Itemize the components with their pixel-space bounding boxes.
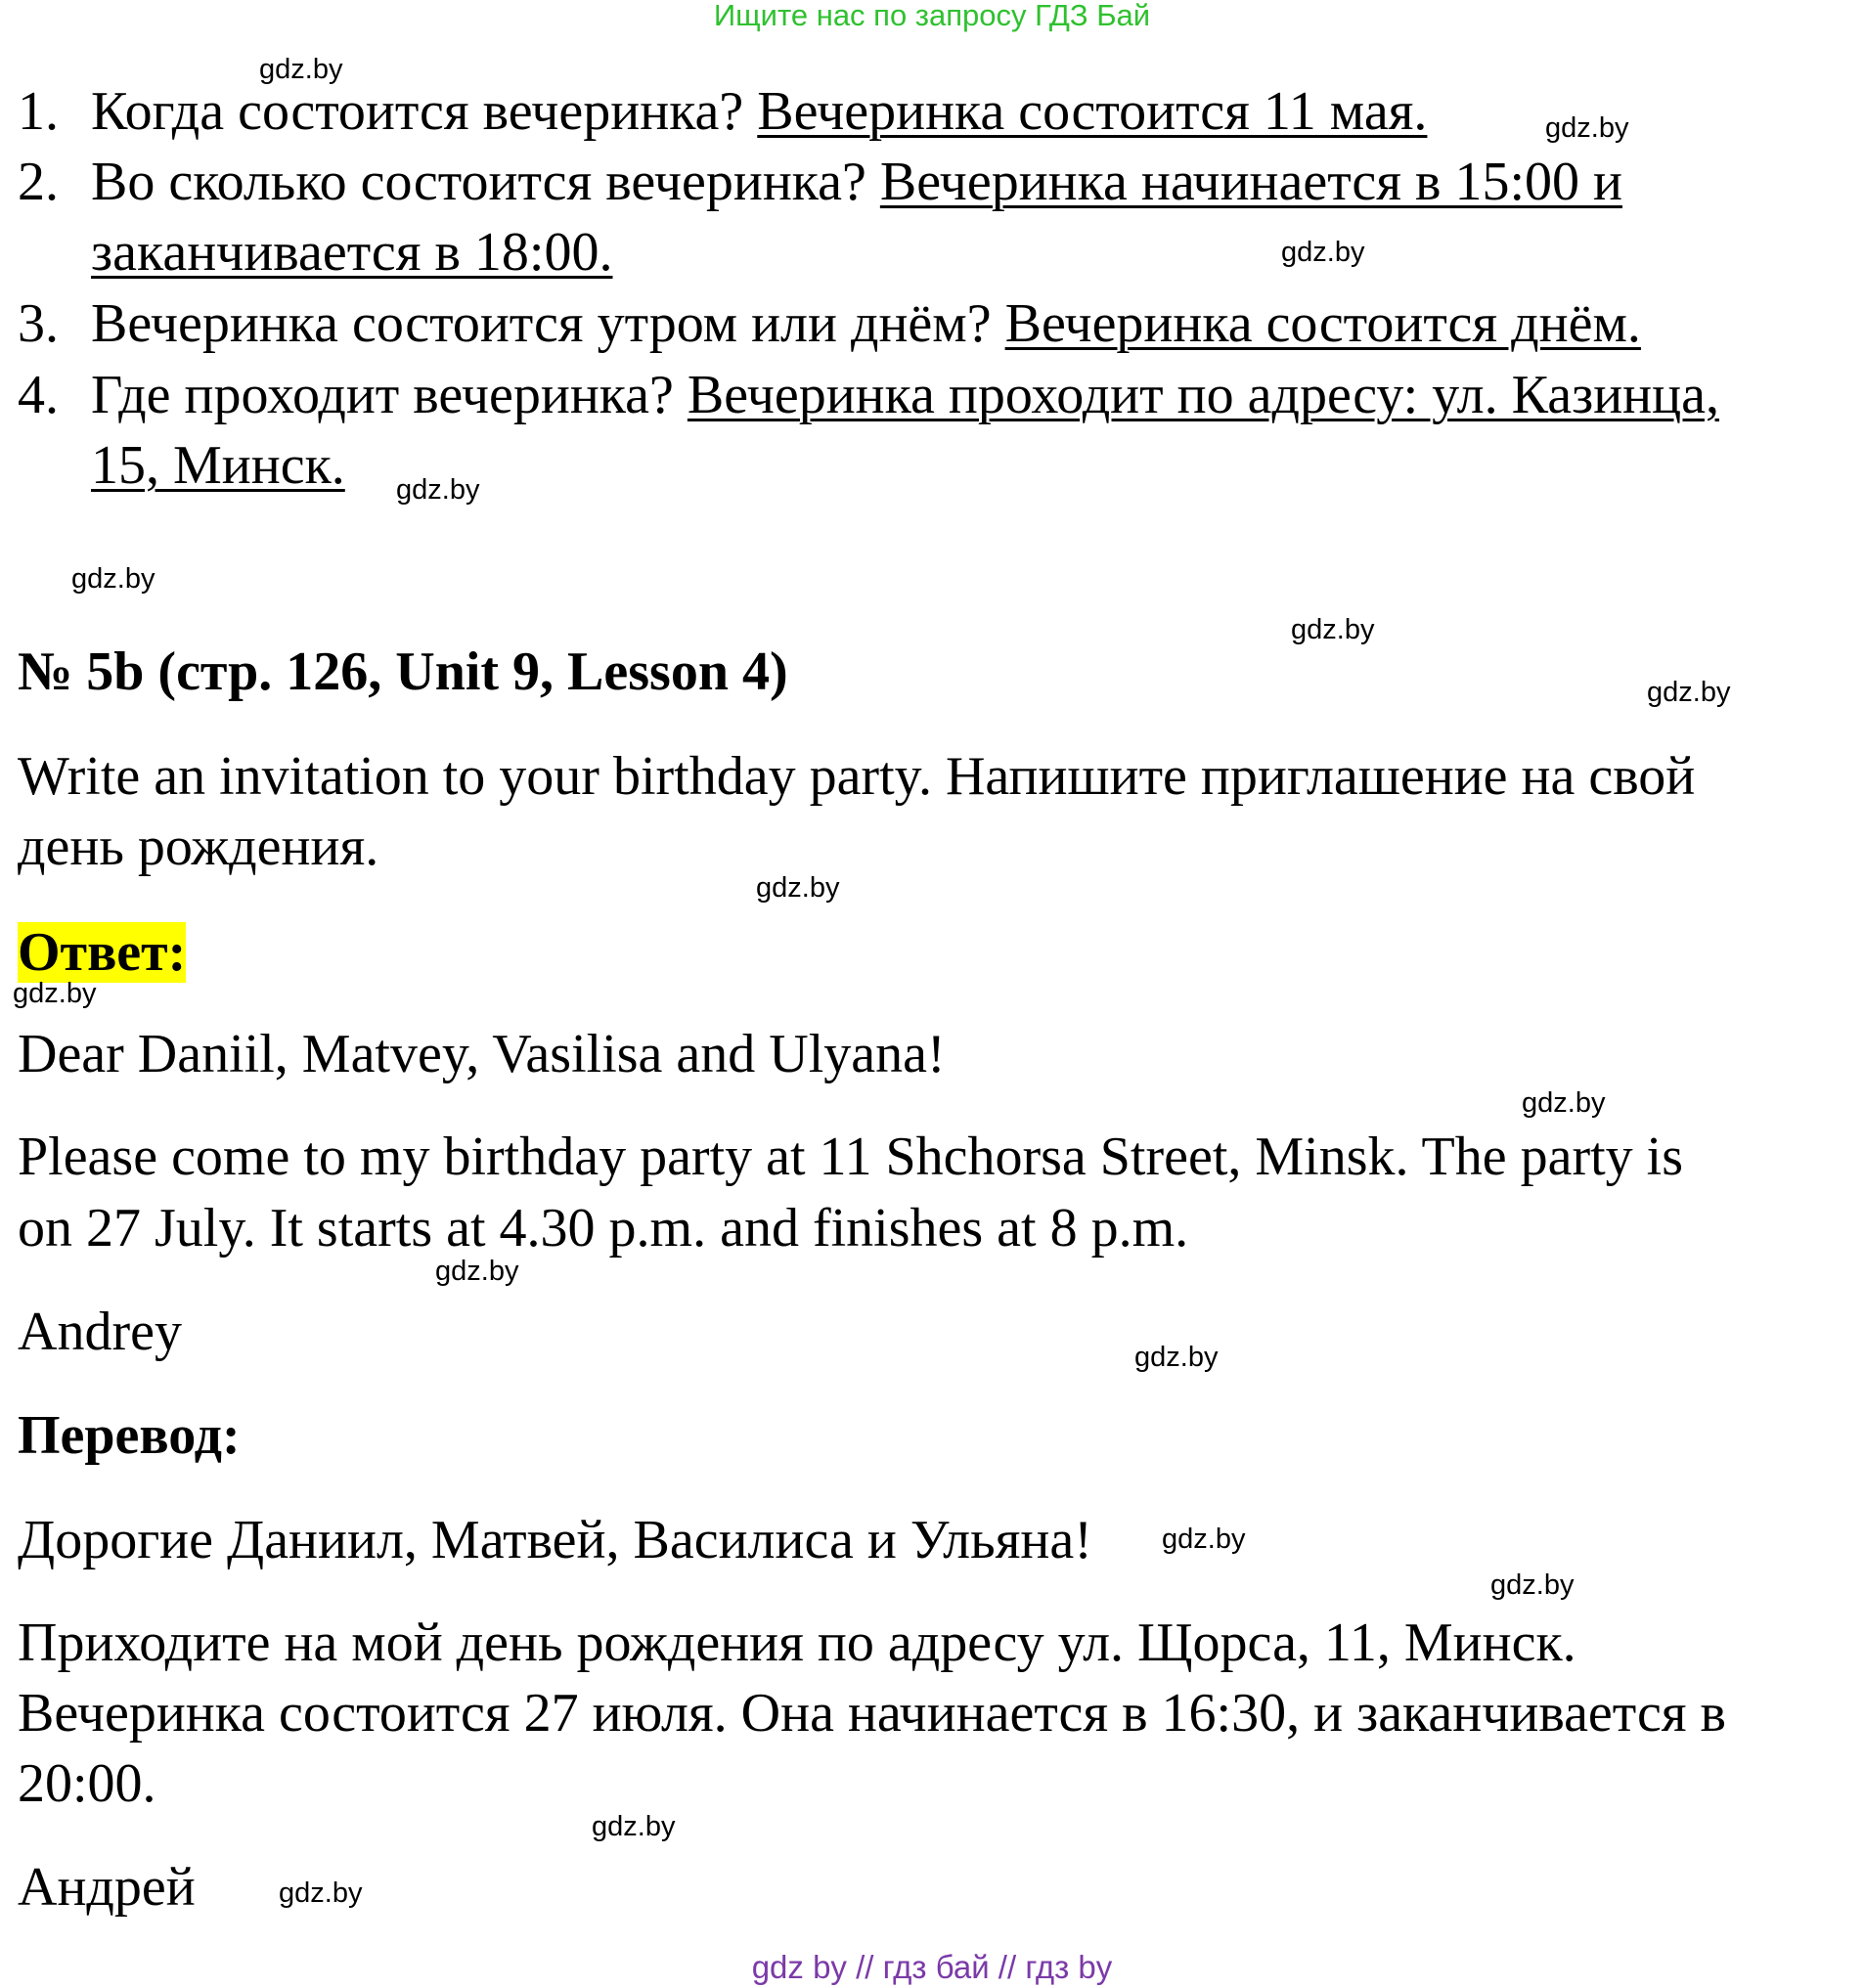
question-text: Во сколько состоится вечеринка? bbox=[91, 152, 866, 212]
answer-text: Вечеринка состоится днём. bbox=[1004, 293, 1641, 354]
question-number: 2. bbox=[18, 152, 59, 212]
invitation-body-line-2: on 27 July. It starts at 4.30 p.m. and finishes at 8 p.m. bbox=[18, 1198, 1189, 1259]
watermark: gdz.by bbox=[71, 563, 155, 595]
translation-body-line-2: Вечеринка состоится 27 июля. Она начинается в 16:30, и заканчивается в bbox=[18, 1683, 1726, 1744]
answer-text: заканчивается в 18:00. bbox=[91, 222, 613, 283]
watermark: gdz.by bbox=[396, 474, 480, 506]
watermark: gdz.by bbox=[13, 978, 97, 1009]
question-number: 1. bbox=[18, 81, 59, 142]
watermark: gdz.by bbox=[756, 872, 840, 904]
invitation-greeting: Dear Daniil, Matvey, Vasilisa and Ulyana! bbox=[18, 1024, 946, 1084]
answer-label bbox=[18, 922, 187, 983]
question-3 bbox=[18, 293, 59, 354]
task-line-1: Write an invitation to your birthday party. Напишите приглашение на свой bbox=[18, 746, 1696, 807]
watermark: gdz.by bbox=[1134, 1342, 1219, 1373]
watermark: gdz.by bbox=[435, 1256, 519, 1287]
top-banner[interactable]: Ищите нас по запросу ГДЗ Бай bbox=[713, 0, 1151, 32]
footer-links[interactable]: gdz by // гдз бай // гдз by bbox=[751, 1949, 1113, 1985]
question-4-text-cont bbox=[91, 435, 345, 496]
watermark: gdz.by bbox=[1490, 1569, 1575, 1601]
question-4-text bbox=[91, 365, 1719, 425]
question-2-text bbox=[91, 152, 1622, 212]
question-text: Когда состоится вечеринка? bbox=[91, 81, 744, 142]
watermark: gdz.by bbox=[1647, 677, 1731, 708]
invitation-body-line-1: Please come to my birthday party at 11 Shchorsa Street, Minsk. The party is bbox=[18, 1127, 1683, 1187]
translation-greeting: Дорогие Даниил, Матвей, Василиса и Ульяна! bbox=[18, 1510, 1092, 1570]
question-number: 3. bbox=[18, 293, 59, 354]
question-text: Вечеринка состоится утром или днём? bbox=[91, 293, 992, 354]
watermark: gdz.by bbox=[1291, 614, 1375, 645]
translation-body-line-1: Приходите на мой день рождения по адресу ул. Щорса, 11, Минск. bbox=[18, 1612, 1576, 1673]
answer-text: Вечеринка проходит по адресу: ул. Казинца, bbox=[687, 365, 1719, 425]
exercise-title: № 5b (стр. 126, Unit 9, Lesson 4) bbox=[18, 641, 788, 702]
question-number: 4. bbox=[18, 365, 59, 425]
answer-text: 15, Минск. bbox=[91, 435, 345, 496]
question-1 bbox=[18, 81, 59, 142]
translation-body-line-3: 20:00. bbox=[18, 1753, 156, 1814]
watermark: gdz.by bbox=[592, 1811, 676, 1842]
question-text: Где проходит вечеринка? bbox=[91, 365, 674, 425]
question-2-text-cont bbox=[91, 222, 613, 283]
watermark: gdz.by bbox=[259, 54, 343, 85]
invitation-signature: Andrey bbox=[18, 1302, 182, 1362]
translation-signature: Андрей bbox=[18, 1857, 196, 1918]
translation-label: Перевод: bbox=[18, 1405, 241, 1466]
question-3-text bbox=[91, 293, 1641, 354]
watermark: gdz.by bbox=[1522, 1087, 1606, 1119]
watermark: gdz.by bbox=[1162, 1524, 1246, 1555]
watermark: gdz.by bbox=[279, 1878, 363, 1909]
task-line-2: день рождения. bbox=[18, 817, 379, 877]
question-4 bbox=[18, 365, 59, 425]
watermark: gdz.by bbox=[1545, 112, 1629, 144]
question-2 bbox=[18, 152, 59, 212]
answer-label-highlight: Ответ: bbox=[18, 922, 187, 983]
answer-text: Вечеринка состоится 11 мая. bbox=[757, 81, 1428, 142]
question-1-text bbox=[91, 81, 1428, 142]
watermark: gdz.by bbox=[1281, 237, 1365, 268]
answer-text: Вечеринка начинается в 15:00 и bbox=[879, 152, 1622, 212]
